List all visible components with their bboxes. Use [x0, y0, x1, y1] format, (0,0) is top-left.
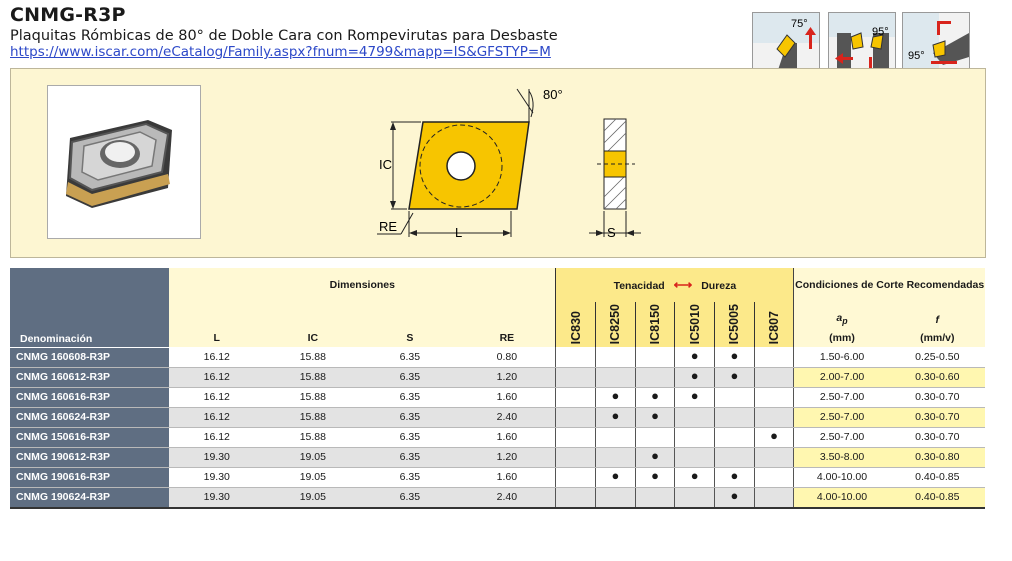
grade-col [596, 302, 636, 347]
catalog-link[interactable]: https://www.iscar.com/eCatalog/Family.aspx?fnum=4799&mapp=IS&GFSTYP=M [10, 44, 551, 60]
availability-dot-icon: ● [730, 368, 739, 384]
grade-cell [715, 347, 755, 367]
grade-cell [754, 387, 794, 407]
availability-dot-icon: ● [651, 408, 659, 424]
ap-cell: 2.50-7.00 [794, 427, 890, 447]
grade-cell [715, 407, 755, 427]
availability-dot-icon: ● [730, 488, 739, 504]
f-cell: 0.30-0.70 [890, 407, 985, 427]
dimension-cell: 16.12 [169, 347, 264, 367]
grade-cell [715, 367, 755, 387]
grade-cell [635, 347, 675, 367]
dimension-cell: 16.12 [169, 407, 264, 427]
grade-cell [596, 367, 636, 387]
designation-cell: CNMG 190612-R3P [10, 447, 169, 467]
ap-cell: 2.50-7.00 [794, 407, 890, 427]
ap-unit: (mm) [829, 332, 855, 345]
dimension-cell: 16.12 [169, 387, 264, 407]
grade-col [556, 302, 596, 347]
table-row [10, 447, 985, 467]
dimension-cell: 1.60 [458, 467, 556, 487]
ic-label: IC [379, 157, 392, 172]
grade-cell [715, 387, 755, 407]
f-cell: 0.40-0.85 [890, 487, 985, 508]
toughness-label: Tenacidad [613, 280, 665, 292]
grade-cell [675, 447, 715, 467]
page-title: CNMG-R3P [10, 4, 126, 26]
availability-dot-icon: ● [730, 468, 739, 484]
availability-dot-icon: ● [770, 428, 778, 444]
table-row [10, 347, 985, 367]
dimension-cell: 19.05 [264, 467, 361, 487]
icon-angle-label: 95° [908, 50, 925, 62]
dimension-cell: 19.30 [169, 467, 264, 487]
grade-cell [596, 387, 636, 407]
grade-cell [675, 367, 715, 387]
grade-cell [556, 407, 596, 427]
dimension-cell: 6.35 [361, 367, 458, 387]
dimension-cell: 6.35 [361, 447, 458, 467]
col-s: S [361, 302, 458, 347]
designation-cell: CNMG 160616-R3P [10, 387, 169, 407]
grade-cell [596, 487, 636, 508]
angle-label: 80° [543, 87, 563, 102]
f-cell: 0.25-0.50 [890, 347, 985, 367]
f-cell: 0.30-0.70 [890, 427, 985, 447]
dimension-cell: 2.40 [458, 407, 556, 427]
availability-dot-icon: ● [611, 388, 620, 404]
grade-cell [675, 487, 715, 508]
availability-dot-icon: ● [651, 468, 659, 484]
ap-cell: 4.00-10.00 [794, 487, 890, 508]
grade-label: IC8150 [648, 304, 663, 345]
f-cell: 0.30-0.70 [890, 387, 985, 407]
grade-cell [556, 487, 596, 508]
grade-cell [715, 467, 755, 487]
specification-table [10, 268, 985, 509]
ap-cell: 1.50-6.00 [794, 347, 890, 367]
table-body [10, 347, 985, 508]
ap-subscript: p [842, 316, 848, 327]
f-cell: 0.40-0.85 [890, 467, 985, 487]
availability-dot-icon: ● [690, 368, 699, 384]
grade-cell [754, 367, 794, 387]
designation-cell: CNMG 160612-R3P [10, 367, 169, 387]
insert-drawing-panel [10, 68, 986, 258]
grade-cell [596, 427, 636, 447]
dimension-cell: 15.88 [264, 407, 361, 427]
grade-cell [635, 367, 675, 387]
f-cell: 0.30-0.80 [890, 447, 985, 467]
grade-cell [754, 447, 794, 467]
grade-header [556, 268, 794, 302]
dimension-cell: 16.12 [169, 367, 264, 387]
grade-cell [556, 387, 596, 407]
availability-dot-icon: ● [651, 448, 659, 464]
grade-cell [596, 447, 636, 467]
col-re: RE [458, 302, 556, 347]
col-l: L [169, 302, 264, 347]
dimension-cell: 1.20 [458, 367, 556, 387]
l-label: L [455, 225, 463, 240]
grade-col [754, 302, 794, 347]
icon-angle-label-a: 95° [872, 26, 889, 38]
col-ic: IC [264, 302, 361, 347]
grade-cell [715, 487, 755, 508]
grade-cell [596, 407, 636, 427]
grade-cell [556, 367, 596, 387]
grade-col [635, 302, 675, 347]
grade-cell [754, 347, 794, 367]
grade-label: IC5010 [687, 304, 702, 345]
table-row [10, 427, 985, 447]
grade-cell [635, 427, 675, 447]
col-ap [794, 302, 890, 347]
availability-dot-icon: ● [690, 348, 699, 364]
dimension-cell: 1.60 [458, 427, 556, 447]
double-arrow-icon: ⟷ [673, 277, 693, 292]
insert-technical-drawing [351, 79, 651, 249]
availability-dot-icon: ● [690, 388, 699, 404]
designation-header: Denominación [10, 268, 169, 347]
dimension-cell: 6.35 [361, 427, 458, 447]
page-subtitle: Plaquitas Rómbicas de 80° de Doble Cara con Rompevirutas para Desbaste [10, 28, 558, 44]
dimension-cell: 2.40 [458, 487, 556, 508]
grade-cell [675, 407, 715, 427]
dimension-cell: 19.30 [169, 447, 264, 467]
f-unit: (mm/v) [920, 332, 955, 345]
dimension-cell: 15.88 [264, 347, 361, 367]
grade-cell [596, 467, 636, 487]
dimension-cell: 16.12 [169, 427, 264, 447]
ap-cell: 4.00-10.00 [794, 467, 890, 487]
dimension-cell: 15.88 [264, 367, 361, 387]
dimension-cell: 15.88 [264, 427, 361, 447]
grade-cell [556, 427, 596, 447]
table-row [10, 467, 985, 487]
icon-angle-label: 75° [791, 18, 808, 30]
grade-cell [675, 427, 715, 447]
dimension-cell: 19.05 [264, 447, 361, 467]
dimension-cell: 6.35 [361, 347, 458, 367]
dimension-cell: 19.05 [264, 487, 361, 508]
grade-label: IC807 [767, 310, 782, 345]
designation-cell: CNMG 160624-R3P [10, 407, 169, 427]
dimensions-header: Dimensiones [169, 268, 556, 302]
grade-cell [715, 427, 755, 447]
grade-cell [715, 447, 755, 467]
col-f [890, 302, 985, 347]
designation-cell: CNMG 150616-R3P [10, 427, 169, 447]
s-label: S [607, 225, 616, 240]
availability-dot-icon: ● [611, 408, 620, 424]
availability-dot-icon: ● [651, 388, 659, 404]
ap-cell: 3.50-8.00 [794, 447, 890, 467]
grade-cell [556, 447, 596, 467]
f-symbol: f [935, 314, 940, 327]
grade-cell [556, 467, 596, 487]
dimension-cell: 6.35 [361, 487, 458, 508]
ap-cell: 2.50-7.00 [794, 387, 890, 407]
grade-cell [754, 487, 794, 508]
grade-cell [754, 427, 794, 447]
table-row [10, 487, 985, 508]
table-row [10, 367, 985, 387]
f-cell: 0.30-0.60 [890, 367, 985, 387]
grade-cell [635, 407, 675, 427]
grade-cell [675, 387, 715, 407]
grade-cell [635, 467, 675, 487]
availability-dot-icon: ● [730, 348, 739, 364]
dimension-cell: 1.20 [458, 447, 556, 467]
availability-dot-icon: ● [611, 468, 620, 484]
designation-cell: CNMG 190616-R3P [10, 467, 169, 487]
grade-col [715, 302, 755, 347]
dimension-cell: 15.88 [264, 387, 361, 407]
dimension-cell: 19.30 [169, 487, 264, 508]
designation-cell: CNMG 190624-R3P [10, 487, 169, 508]
dimension-cell: 1.60 [458, 387, 556, 407]
table-row [10, 387, 985, 407]
grade-cell [635, 387, 675, 407]
insert-photo [47, 85, 201, 239]
grade-label: IC8250 [608, 304, 623, 345]
grade-cell [635, 487, 675, 508]
dimension-cell: 0.80 [458, 347, 556, 367]
grade-cell [675, 347, 715, 367]
grade-col [675, 302, 715, 347]
availability-dot-icon: ● [690, 468, 699, 484]
grade-cell [675, 467, 715, 487]
ap-cell: 2.00-7.00 [794, 367, 890, 387]
grade-cell [556, 347, 596, 367]
cutting-conditions-header: Condiciones de Corte Recomendadas [794, 268, 985, 302]
dimension-cell: 6.35 [361, 387, 458, 407]
table-row [10, 407, 985, 427]
grade-cell [635, 447, 675, 467]
grade-label: IC5005 [727, 304, 742, 345]
grade-cell [754, 407, 794, 427]
dimension-cell: 6.35 [361, 407, 458, 427]
grade-cell [754, 467, 794, 487]
grade-cell [596, 347, 636, 367]
hardness-label: Dureza [701, 280, 737, 292]
dimension-cell: 6.35 [361, 467, 458, 487]
grade-label: IC830 [568, 310, 583, 345]
designation-cell: CNMG 160608-R3P [10, 347, 169, 367]
re-label: RE [379, 219, 398, 234]
ap-symbol: a [836, 312, 843, 325]
